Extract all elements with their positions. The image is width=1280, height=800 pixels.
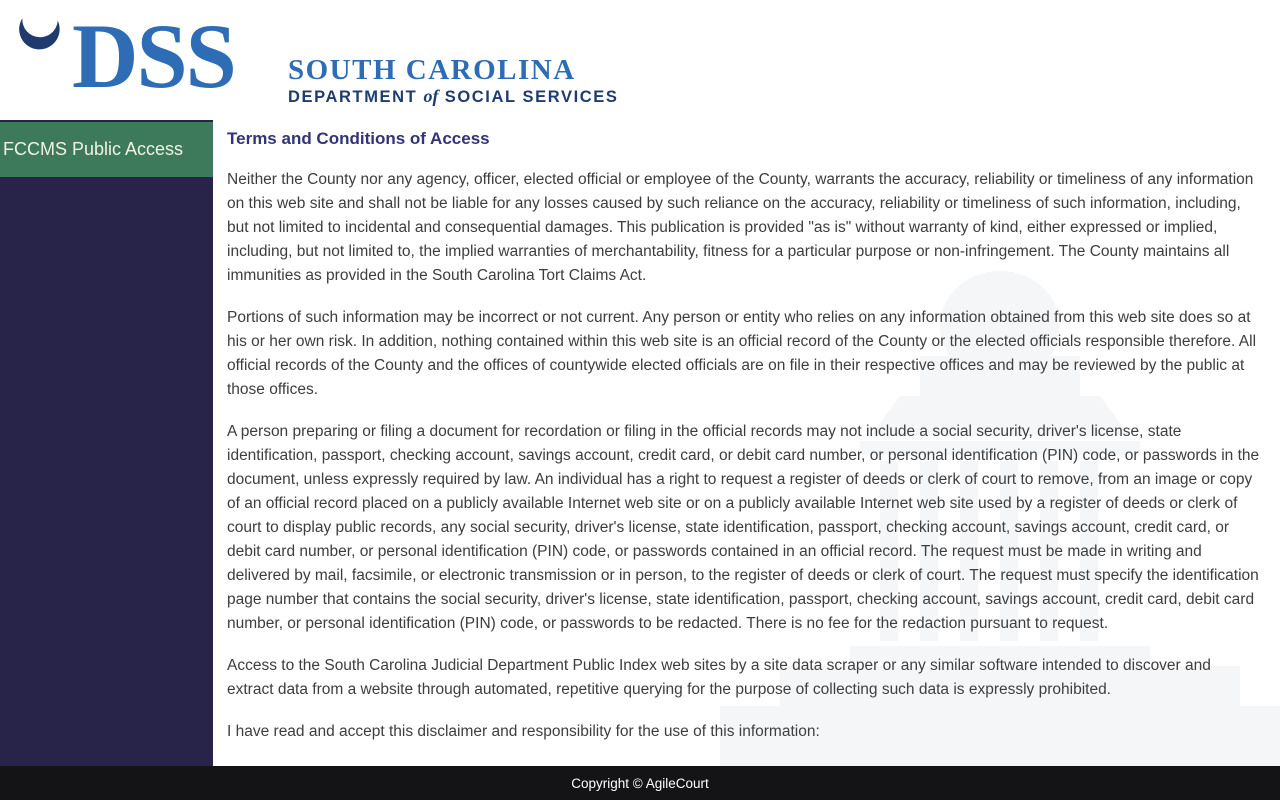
logo-dept-pre: DEPARTMENT (288, 88, 424, 106)
disclaimer-accept-statement: I have read and accept this disclaimer and responsibility for the use of this information: (227, 723, 820, 740)
page-title: Terms and Conditions of Access (227, 129, 490, 148)
logo-dept-of: of (423, 86, 439, 106)
crescent-moon-icon (18, 8, 62, 54)
page-header (0, 0, 1280, 120)
terms-paragraph-1: Neither the County nor any agency, officer, elected official or employee of the County, warrants the accuracy, reliability or timeliness of any information on this web site and shall not be liable for any losses caused by such reliance on the accuracy, reliability or timeliness of such information, including, but not limited to incidental and consequential damages. This publication is provided "as is" without warranty of kind, either expressed or implied, including, but not limited to, the implied warranties of merchantability, fitness for a particular purpose or non-infringement. The County maintains all immunities as provided in the South Carolina Tort Claims Act. (227, 171, 1254, 284)
main-content (213, 120, 1280, 766)
logo-wordmark (288, 55, 619, 108)
logo-dept-post: SOCIAL SERVICES (438, 88, 619, 106)
sidebar-item-fccms-public-access[interactable]: FCCMS Public Access (0, 122, 213, 177)
copyright-text: Copyright © AgileCourt (571, 775, 709, 791)
terms-paragraph-2: Portions of such information may be incorrect or not current. Any person or entity who relies on any information obtained from this web site does so at his or her own risk. In addition, nothing contained within this web site is an official record of the County or the elected officials responsible therefore. All official records of the County and the offices of countywide elected officials are on file in their respective offices and may be reviewed by the public at those offices. (227, 309, 1257, 398)
logo-department-name (288, 85, 619, 108)
sidebar-nav (0, 120, 213, 766)
terms-paragraph-3: A person preparing or filing a document for recordation or filing in the official records may not include a social security, driver's license, state identification, passport, checking account, savings account, credit card, or debit card number, or personal identification (PIN) code, or passwords in the document, unless expressly required by law. An individual has a right to request a register of deeds or clerk of court to remove, from an image or copy of an official record placed on a publicly available Internet web site or on a publicly available Internet web site used by a register of deeds or clerk of court to display public records, any social security, driver's license, state identification, passport, checking account, savings account, credit card, or debit card number, or personal identification (PIN) code, or passwords contained in an official record. The request must be made in writing and delivered by mail, facsimile, or electronic transmission or in person, to the register of deeds or clerk of court. The request must specify the identification page number that contains the social security, driver's license, state identification, passport, checking account, savings account, credit card, debit card number, or personal identification (PIN) code, or passwords to be redacted. There is no fee for the redaction pursuant to request. (227, 423, 1260, 632)
page-footer (0, 766, 1280, 800)
logo-state-name: SOUTH CAROLINA (288, 54, 576, 86)
logo-acronym: DSS (72, 5, 235, 107)
terms-paragraph-4: Access to the South Carolina Judicial Department Public Index web sites by a site data scraper or any similar software intended to discover and extract data from a website through automated, repetitive querying for the purpose of collecting such data is expressly prohibited. (227, 657, 1211, 698)
